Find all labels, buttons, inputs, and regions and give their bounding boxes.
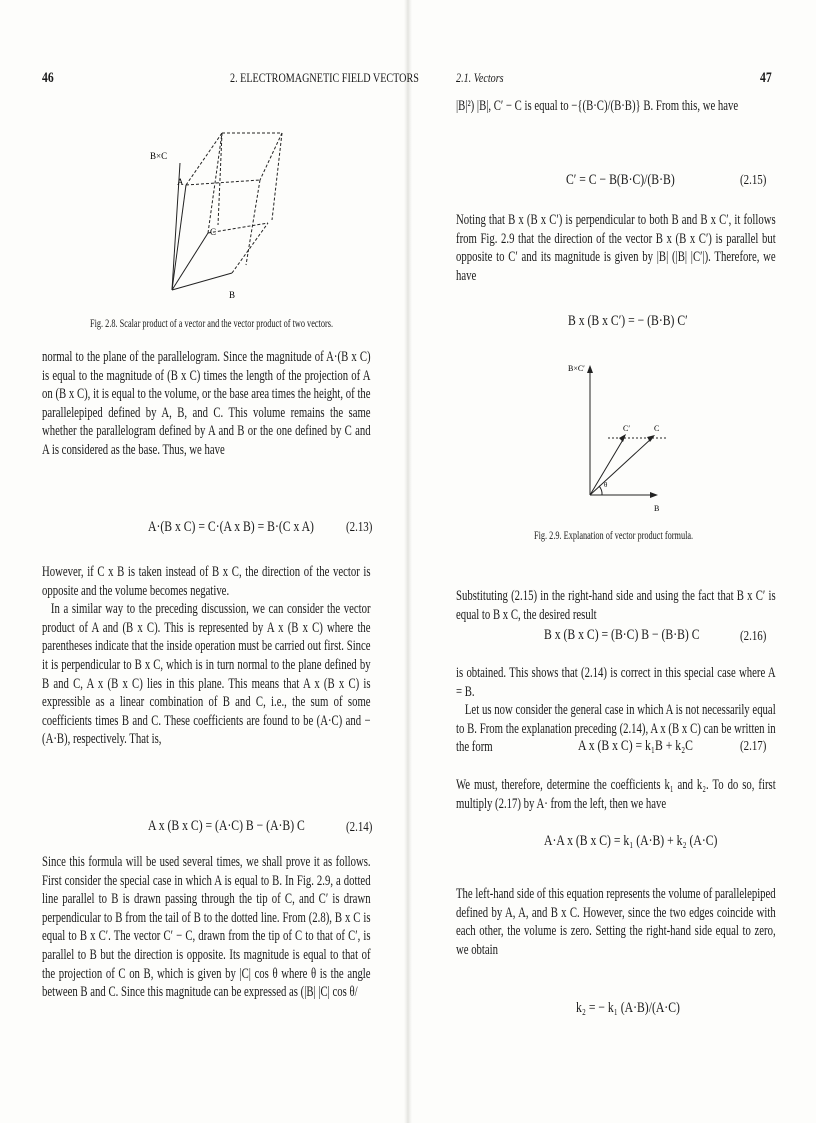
paragraph: normal to the plane of the parallelogram. Since the magnitude of A·(B x C) is equal to the magnitude of (B x C) times the length of the projection of A on (B x C), it is equal to the volume, or the base area times the height, of the parallelepiped defined by A, B, and C. This volume remains the same whether the parallelogram defined by A and B or the one defined by C and A is considered as the base. Thus, we have: [42, 349, 371, 458]
fig28-label-a: A: [177, 177, 184, 187]
fig29-label-theta: θ: [604, 481, 608, 489]
page-number-right: 47: [760, 70, 772, 86]
equation-unnumbered-3: k₂ = − k₁ (A·B)/(A·C): [576, 1000, 680, 1016]
equation-number: (2.13): [346, 520, 373, 535]
paragraph: Substituting (2.15) in the right-hand side and using the fact that B x C′ is equal to B x C, the desired result: [456, 588, 776, 623]
equation-2-17: A x (B x C) = k₁B + k₂C: [578, 738, 693, 754]
fig29-label-cprime: C′: [623, 424, 631, 433]
paragraph: is obtained. This shows that (2.14) is correct in this special case where A = B.: [456, 665, 776, 700]
figure-2-9: [568, 355, 688, 515]
equation-2-14: A x (B x C) = (A·C) B − (A·B) C: [148, 818, 305, 834]
fig29-label-bxc: B×C′: [568, 364, 585, 373]
paragraph: The left-hand side of this equation represents the volume of parallelepiped defined by A, A, and B x C. However, since the two edges coincide with each other, the volume is zero. Setting the right-hand side equal to zero, we obtain: [456, 886, 776, 958]
figure-2-8: [150, 125, 300, 310]
equation-unnumbered-2: A·A x (B x C) = k₁ (A·B) + k₂ (A·C): [544, 833, 718, 849]
equation-2-13: A·(B x C) = C·(A x B) = B·(C x A): [148, 519, 314, 535]
left-text-block-2: [42, 563, 371, 749]
equation-number: (2.17): [740, 739, 767, 754]
fig28-label-c: C: [210, 227, 217, 237]
figure-2-8-caption: Fig. 2.8. Scalar product of a vector and the vector product of two vectors.: [90, 318, 334, 330]
running-head-left: 2. ELECTROMAGNETIC FIELD VECTORS: [230, 70, 419, 85]
equation-2-15: C′ = C − B(B·C)/(B·B): [566, 172, 675, 188]
equation-2-16: B x (B x C) = (B·C) B − (B·B) C: [544, 627, 700, 643]
right-text-block-6: [456, 885, 776, 959]
paragraph: We must, therefore, determine the coefficients k₁ and k₂. To do so, first multiply (2.17) by A· from the left, then we have: [456, 777, 776, 812]
right-text-block-1: [456, 97, 776, 116]
paragraph: Since this formula will be used several times, we shall prove it as follows. First consider the special case in which A is equal to B. In Fig. 2.9, a dotted line parallel to B is drawn passing through the tip of C, and C′ is drawn perpendicular to B from the tail of B to the dotted line. From (2.8), B x C is equal to B x C′. The vector C′ − C, drawn from the tip of C to that of C′, is parallel to B but the direction is opposite. Its magnitude is equal to that of the projection of C on B, which is given by |C| cos θ where θ is the angle between B and C. Since this magnitude can be expressed as (|B| |C| cos θ/: [42, 854, 371, 1001]
equation-unnumbered-1: B x (B x C′) = − (B·B) C′: [568, 313, 688, 329]
equation-number: (2.15): [740, 173, 767, 188]
page-number-left: 46: [42, 70, 54, 86]
angle-arc: [599, 486, 602, 495]
vector-a: [172, 185, 186, 290]
paragraph: |B|²) |B|, C′ − C is equal to −{(B·C)/(B·B)} B. From this, we have: [456, 98, 739, 114]
running-head-right: 2.1. Vectors: [456, 70, 504, 85]
paragraph: Noting that B x (B x C′) is perpendicular to both B and B x C′, it follows from Fig. 2.9 that the direction of the vector B x (B x C′) is parallel but opposite to C′ and its magnitude is given by |B| (|B| |C′|). Therefore, we have: [456, 212, 776, 284]
right-page: [408, 0, 816, 1123]
left-text-block-1: [42, 348, 371, 460]
right-text-block-5: [456, 776, 776, 813]
right-text-block-3: [456, 587, 776, 624]
equation-number: (2.14): [346, 820, 373, 835]
right-text-block-2: [456, 211, 776, 285]
paragraph: In a similar way to the preceding discussion, we can consider the vector product of A and (B x C). This is represented by A x (B x C) where the parentheses indicate that the inside operation must be carried out first. Since it is perpendicular to B x C, which is in turn normal to the plane defined by B and C, A x (B x C) lies in this plane. This means that A x (B x C) is expressible as a linear combination of B and C, i.e., the sum of some coefficients times B and C. These coefficients are found to be (A·C) and −(A·B), respectively. That is,: [42, 601, 371, 748]
left-text-block-3: [42, 853, 371, 1002]
paragraph: Let us now consider the general case in which A is not necessarily equal to B. From the explanation preceding (2.14), A x (B x C) can be written in the form: [456, 702, 776, 756]
paragraph: However, if C x B is taken instead of B x C, the direction of the vector is opposite and the volume becomes negative.: [42, 564, 371, 599]
fig28-label-b: B: [229, 290, 236, 300]
equation-number: (2.16): [740, 629, 767, 644]
fig29-label-b: B: [654, 504, 660, 513]
figure-2-9-caption: Fig. 2.9. Explanation of vector product formula.: [534, 530, 694, 542]
fig29-label-c: C: [654, 424, 660, 433]
fig28-label-bxc: B×C: [150, 151, 168, 161]
